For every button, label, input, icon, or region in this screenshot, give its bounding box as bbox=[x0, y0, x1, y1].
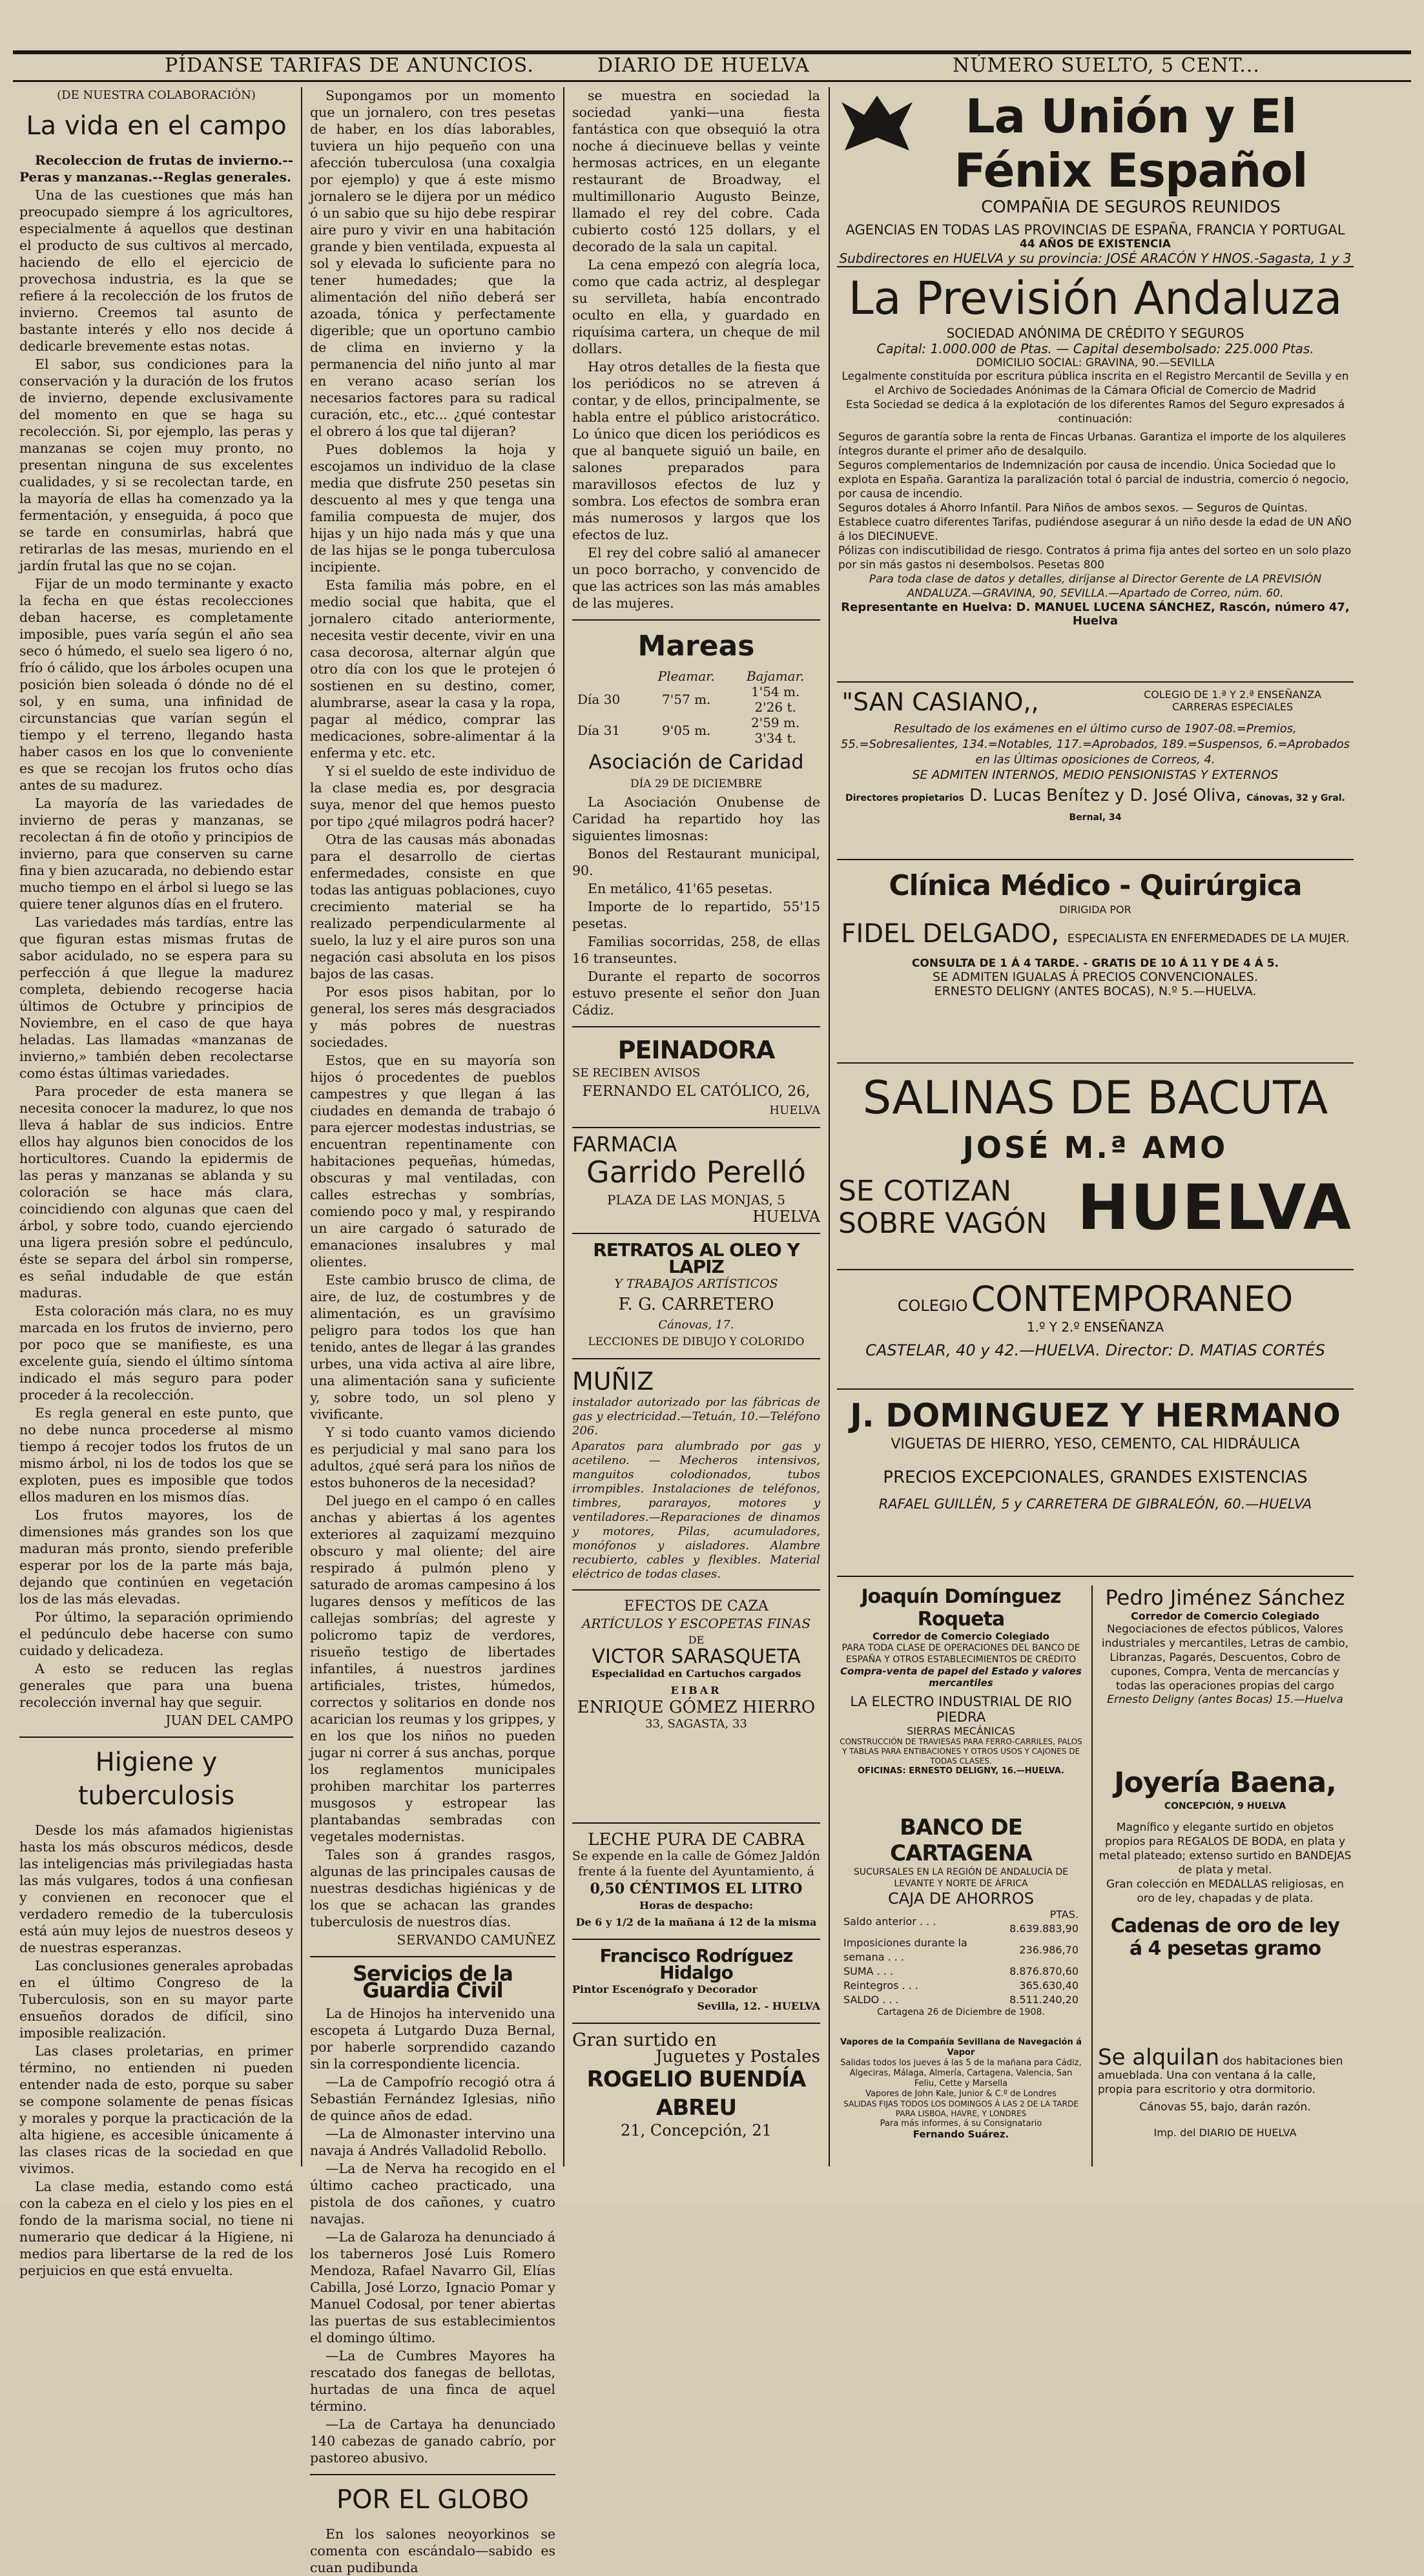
ad-line: á 4 pesetas gramo bbox=[1129, 1937, 1321, 1960]
ad-line: SE COTIZAN bbox=[838, 1175, 1012, 1208]
ad-line: SUCURSALES EN LA REGIÓN DE ANDALUCÍA DE LEVANTE Y NORTE DE ÁFRICA bbox=[853, 1867, 1069, 1889]
ad-prevision bbox=[838, 271, 1352, 628]
bank-cell: SALDO . . . bbox=[843, 1994, 899, 2006]
ad-line: Negociaciones de efectos públicos, Valores industriales y mercantiles, Letras de cambio, Libranzas, Pagarés, Descuentos, Cobro de cupones, Compra, Venta de mercancías y todas las operaciones propias del cargo bbox=[1101, 1623, 1349, 1693]
paragraph: Los frutos mayores, los de dimensiones más grandes son los que maduran más pronto, siendo preferible esperar por los de la parte más baja, dejando que continúen en vegetación los de las más elevadas. bbox=[19, 1507, 293, 1607]
ad-union-fenix bbox=[838, 89, 1352, 266]
ad-line: 33, SAGASTA, 33 bbox=[645, 1717, 747, 1731]
tides-day: Día 30 bbox=[577, 692, 621, 707]
ad-title: BANCO DE CARTAGENA bbox=[890, 1815, 1032, 1866]
bank-cell: 8.876.870,60 bbox=[1009, 1965, 1078, 1977]
tides-cell: 2'59 m. bbox=[750, 715, 800, 730]
paragraph: Otra de las causas más abonadas para el desarrollo de ciertas enfermedades, consiste en que todas las antiguas poblaciones, cuyo crecimiento material se ha realizado perpendicularmente al suelo, la luz y el aire puros son una negación casi absoluta en los pisos bajos de las casas. bbox=[310, 832, 555, 982]
ad-line: Ernesto Deligny (antes Bocas) 15.—Huelva bbox=[1107, 1693, 1343, 1706]
ad-line: JOSÉ M.ª AMO bbox=[962, 1130, 1228, 1165]
ad-line: FIDEL DELGADO, bbox=[841, 919, 1060, 949]
paragraph: En los salones neoyorkinos se comenta con escándalo—sabido es cuan pudibunda bbox=[310, 2526, 555, 2575]
bank-cell: 365.630,40 bbox=[1019, 1979, 1078, 1992]
ad-line: Especialidad en Cartuchos cargados bbox=[591, 1667, 801, 1680]
ad-line: Compra-venta de papel del Estado y valores mercantiles bbox=[840, 1665, 1082, 1689]
kicker: (DE NUESTRA COLABORACIÓN) bbox=[57, 88, 256, 102]
tides-cell: 3'34 t. bbox=[754, 730, 796, 746]
paragraph: Una de las cuestiones que más han preocupado siempre á los agricultores, especialmente á aquellos que destinan el producto de sus cultivos al mercado, haciendo de ello el ejercicio de provechosa industria, es la que se refiere á la recolección de los frutos de invierno. Creemos tal asunto de bastante interés y ello nos decide á dedicarle brevemente estas notas. bbox=[19, 187, 293, 354]
tides-cell: 9'05 m. bbox=[662, 723, 711, 738]
ad-title: Clínica Médico - Quirúrgica bbox=[889, 869, 1302, 902]
ad-line: Para toda clase de datos y detalles, diríjanse al Director Gerente de LA PREVISIÓN ANDALUZA.—GRAVINA, 90, SEVILLA.—Apartado de Correo, núm. 60. bbox=[869, 573, 1322, 600]
separator bbox=[572, 1233, 820, 1234]
ad-title: La Unión y El Fénix Español bbox=[954, 89, 1308, 198]
column-divider bbox=[1091, 1585, 1093, 2167]
ad-line: De 6 y 1/2 de la mañana á 12 de la misma bbox=[575, 1916, 817, 1928]
paragraph: Familias socorridas, 258, de ellas 16 transeuntes. bbox=[572, 934, 820, 966]
paragraph: Por esos pisos habitan, por lo general, los seres más desgraciados y más pobres de nuestras sociedades. bbox=[310, 984, 555, 1050]
paragraph: Pues doblemos la hoja y escojamos un individuo de la clase media que disfrute 250 pesetas sin descuento al mes y que tenga una familia compuesta de mujer, dos hijas y un hijo nada más y que una de las hijas se le ponga tuberculosa incipiente. bbox=[310, 442, 555, 575]
paragraph: se muestra en sociedad la sociedad yanki—una fiesta fantástica con que obsequió la otra noche á diecinueve bellas y veinte hermosas actrices, en un elegante restaurant de Broadway, el multimillonario Augusto Beinze, llamado el rey del cobre. Cada cubierto costó 125 dollars, y el decorado de la sala un capital. bbox=[572, 88, 820, 254]
signature: JUAN DEL CAMPO bbox=[165, 1713, 293, 1728]
ad-title: EFECTOS DE CAZA bbox=[624, 1598, 769, 1614]
paragraph: La Asociación Onubense de Caridad ha repartido hoy las siguientes limosnas: bbox=[572, 794, 820, 843]
section-title: POR EL GLOBO bbox=[336, 2485, 529, 2515]
imprint: Imp. del DIARIO DE HUELVA bbox=[1153, 2127, 1297, 2139]
tides-cell: 1'54 m. bbox=[750, 684, 800, 699]
ad-san-casiano bbox=[838, 688, 1352, 825]
ad-line: HUELVA bbox=[769, 1104, 820, 1117]
ad-peinadora bbox=[572, 1035, 820, 1119]
ad-farmacia bbox=[572, 1132, 820, 1226]
ad-title: Pedro Jiménez Sánchez bbox=[1105, 1585, 1345, 1610]
ad-line: 44 AÑOS DE EXISTENCIA bbox=[1020, 238, 1171, 251]
masthead bbox=[0, 40, 1424, 81]
ad-title: J. DOMINGUEZ Y HERMANO bbox=[850, 1397, 1341, 1434]
ad-line: ESPECIALISTA EN ENFERMEDADES DE LA MUJER. bbox=[1067, 932, 1350, 945]
ad-banco-cartagena bbox=[838, 1815, 1084, 2017]
ad-title: La Previsión Andaluza bbox=[848, 272, 1343, 325]
ad-line: PRECIOS EXCEPCIONALES, GRANDES EXISTENCIAS bbox=[883, 1468, 1308, 1487]
ad-line: DOMICILIO SOCIAL: GRAVINA, 90.—SEVILLA bbox=[976, 356, 1215, 369]
ad-line: CONCEPCIÓN, 9 HUELVA bbox=[1164, 1801, 1286, 1811]
column-3-bottom bbox=[572, 1815, 820, 2167]
bank-cell: 236.986,70 bbox=[1019, 1944, 1078, 1956]
separator bbox=[837, 681, 1354, 683]
ad-line: Cadenas de oro de ley bbox=[1110, 1915, 1340, 1937]
ad-dominguez bbox=[838, 1395, 1352, 1512]
bank-cell: 8.511.240,20 bbox=[1009, 1994, 1078, 2006]
ad-line: PARA TODA CLASE DE OPERACIONES DEL BANCO DE ESPAÑA Y OTROS ESTABLECIMIENTOS DE CRÉDITO bbox=[841, 1643, 1080, 1665]
ad-line: COMPAÑIA DE SEGUROS REUNIDOS bbox=[981, 198, 1281, 217]
column-divider bbox=[829, 87, 830, 2167]
bank-cell: Imposiciones durante la semana . . . bbox=[843, 1937, 967, 1963]
separator bbox=[572, 1822, 820, 1824]
masthead-center: DIARIO DE HUELVA bbox=[597, 54, 810, 77]
paragraph: Las clases proletarias, en primer término, no entienden ni pueden entender nada de esto, porque su saber se compone solamente de penas físicas y morales y porque la practicación de la alta higiene, es accesible únicamente á las clases ricas de la sociedad en que vivimos. bbox=[19, 2043, 293, 2176]
ad-line: Pintor Escenógrafo y Decorador bbox=[572, 1983, 758, 1995]
paragraph: Fijar de un modo terminante y exacto la fecha en que éstas recolecciones deban hacerse, es completamente imposible, pues varía según el año sea seco ó húmedo, el suelo sea ligero ó no, frío ó cálido, que los árboles ocupen una posición bien soleada ó dónde no dé el sol, y en suma, una infinidad de circunstancias que varían según el tiempo y el terreno, llegando hasta haber casos en los que lo conveniente es que se recojan los frutos ocho días antes de su madurez. bbox=[19, 576, 293, 793]
ad-contemporaneo bbox=[838, 1279, 1352, 1359]
paragraph: Del juego en el campo ó en calles anchas y abiertas á los agentes exteriores al zaquizamí mezquino obscuro y mal oliente; del aire respirado á pulmón pleno y saturado de aromas campesino á los lugares densos y mefíticos de las callejas sombrías; del agreste y policromo tapiz de verdores, risueño testigo de libertades infantiles, á nuestros jardines artificiales, tristes, húmedos, correctos y solitarios en donde nos acarician los reumas y los grippes, y en los que los niños no pueden jugar ni correr á sus anchas, porque los reglamentos municipales prohiben marchitar los parterres musgosos y estropear las plantabandas sembradas con vegetales modernistas. bbox=[310, 1493, 555, 1844]
masthead-rule bbox=[13, 80, 1411, 82]
paragraph: El sabor, sus condiciones para la conservación y la duración de los frutos de invierno, depende exclusivamente del momento en que se haga su recolección. Si, por ejemplo, las peras y manzanas se cojen muy pronto, no presentan ninguna de sus excelentes cualidades, y si se recolectan tarde, en la mayoría de ellas ha comenzado ya la fermentación, y enseguida, á poco que se tarde en consumirlas, habrá que retirarlas de las mesas, muriendo en el jardín frutal las que no se cojan. bbox=[19, 356, 293, 573]
ad-line: SE ADMITEN IGUALAS Á PRECIOS CONVENCIONALES. bbox=[933, 970, 1258, 984]
paragraph: La de Hinojos ha intervenido una escopeta á Lutgardo Duza Bernal, por haberle sorprendido cazando sin la correspondiente licencia. bbox=[310, 2006, 555, 2072]
ad-line: SE RECIBEN AVISOS bbox=[572, 1066, 701, 1080]
ad-line: Cánovas, 17. bbox=[658, 1318, 734, 1332]
separator bbox=[837, 859, 1354, 860]
tides-header: Bajamar. bbox=[746, 668, 805, 684]
paragraph: Este cambio brusco de clima, de aire, de luz, de costumbres y de alimentación, es un gravísimo peligro para todos los que han tenido, antes de llegar á las grandes urbes, una vida activa al aire libre, una alimentación sana y suficiente y, sobre todo, un sol pleno y vivificante. bbox=[310, 1272, 555, 1422]
top-rule bbox=[13, 50, 1411, 54]
ad-line: Gran surtido en bbox=[572, 2029, 717, 2050]
ad-line: Representante en Huelva: D. MANUEL LUCENA SÁNCHEZ, Rascón, número 47, Huelva bbox=[841, 601, 1350, 628]
ad-title: SALINAS DE BACUTA bbox=[862, 1071, 1328, 1124]
signature: SERVANDO CAMUÑEZ bbox=[397, 1932, 555, 1948]
paragraph: Y si el sueldo de este individuo de la clase media es, por desgracia suya, menor del que hemos puesto por tipo ¿qué milagros podrá hacer? bbox=[310, 763, 555, 829]
ad-line: Cartagena 26 de Diciembre de 1908. bbox=[877, 2007, 1045, 2017]
ad-title: LECHE PURA DE CABRA bbox=[588, 1830, 805, 1850]
ad-title: HUELVA bbox=[1077, 1171, 1352, 1244]
paragraph: —La de Campofrío recogió otra á Sebastián Fernández Iglesias, niño de quince años de edad. bbox=[310, 2074, 555, 2123]
ad-roqueta bbox=[838, 1585, 1084, 1776]
paragraph: Para proceder de esta manera se necesita conocer la madurez, lo que nos lleva á hablar de sus indicios. Entre ellos hay algunos bien conocidos de los horticultores. Cuando la epidermis de las peras y manzanas se ablanda y su coloración se hace más clara, coincidiendo con algunas que caen del árbol, y sobre todo, cuando ejerciendo una ligera presión sobre el pedúnculo, éste se separa del árbol sin romperse, es señal indudable de que están maduras. bbox=[19, 1084, 293, 1301]
separator bbox=[572, 619, 820, 621]
tides-title: Mareas bbox=[637, 630, 755, 663]
ad-line: Vapores de John Kale, Junior & C.º de Londres bbox=[865, 2089, 1057, 2099]
article-subtitle: Recoleccion de frutas de invierno.--Peras y manzanas.--Reglas generales. bbox=[19, 152, 293, 185]
separator bbox=[572, 1358, 820, 1359]
ad-line: OFICINAS: ERNESTO DELIGNY, 16.—HUELVA. bbox=[858, 1766, 1064, 1776]
ad-line: Magnífico y elegante surtido en objetos propios para REGALOS DE BODA, en plata y metal plateado; extenso surtido en BANDEJAS de plata y metal. bbox=[1099, 1821, 1352, 1877]
masthead-left: PÍDANSE TARIFAS DE ANUNCIOS. bbox=[165, 54, 534, 77]
ad-line: ERNESTO DELIGNY (ANTES BOCAS), N.º 5.—HUELVA. bbox=[934, 984, 1257, 998]
ad-line: CARRERAS ESPECIALES bbox=[1171, 701, 1294, 713]
ad-line: ARTÍCULOS Y ESCOPETAS FINAS bbox=[581, 1616, 811, 1631]
paragraph: —La de Galaroza ha denunciado á los taberneros José Luis Romero Mendoza, Rafael Navarro Gil, Elías Cabilla, José Lorzo, Ignacio Pomar y Manuel Codosal, por tener abiertas las puertas de sus establecimientos el domingo último. bbox=[310, 2229, 555, 2345]
tides-header: Pleamar. bbox=[657, 668, 715, 684]
bank-cell: Saldo anterior . . . bbox=[843, 1915, 936, 1928]
ad-line: Cánovas, 32 y Gral. Bernal, 34 bbox=[1069, 793, 1345, 823]
ad-title: ROGELIO BUENDÍA ABREU bbox=[586, 2066, 806, 2121]
paragraph: Tales son á grandes rasgos, algunas de las principales causas de nuestras desdichas higiénicas y de los que se achacan las grandes tuberculosis de nuestros días. bbox=[310, 1847, 555, 1930]
ad-line: SIERRAS MECÁNICAS bbox=[907, 1725, 1015, 1737]
eagle-icon bbox=[838, 89, 916, 160]
ad-title: Joyería Baena, bbox=[1114, 1766, 1336, 1799]
ad-line: ENRIQUE GÓMEZ HIERRO bbox=[577, 1698, 816, 1717]
ad-line: Seguros dotales á Ahorro Infantil. Para Niños de ambos sexos. — Seguros de Quintas. Establece cuatro diferentes Tarifas, pudiéndose asegurar á un niño desde la edad de UN AÑO á los DIECINUEVE. bbox=[838, 502, 1352, 543]
ad-vapores bbox=[838, 2037, 1084, 2140]
ad-line: Cánovas 55, bajo, darán razón. bbox=[1139, 2101, 1311, 2114]
ad-line: SE ADMITEN INTERNOS, MEDIO PENSIONISTAS Y EXTERNOS bbox=[912, 768, 1279, 782]
ad-line: Corredor de Comercio Colegiado bbox=[872, 1631, 1049, 1642]
ad-title: FARMACIA bbox=[572, 1132, 677, 1157]
ad-line: RAFAEL GUILLÉN, 5 y CARRETERA DE GIBRALEÓN, 60.—HUELVA bbox=[878, 1496, 1312, 1512]
column-divider bbox=[563, 87, 564, 2167]
masthead-right: NÚMERO SUELTO, 5 CENT... bbox=[953, 54, 1260, 77]
tides-table bbox=[572, 668, 820, 746]
ad-line: Se expende en la calle de Gómez Jaldón frente á la fuente del Ayuntamiento, á bbox=[572, 1849, 820, 1879]
paragraph: Por último, la separación oprimiendo el pedúnculo debe hacerse con sumo cuidado y delicadeza. bbox=[19, 1609, 293, 1658]
ad-line: D. Lucas Benítez y D. José Oliva, bbox=[969, 786, 1241, 805]
article-title: La vida en el campo bbox=[26, 111, 287, 141]
paragraph: A esto se reducen las reglas generales que para una buena recolección invernal hay que seguir. bbox=[19, 1661, 293, 1710]
bank-table bbox=[838, 1908, 1084, 2007]
paragraph: Durante el reparto de socorros estuvo presente el señor don Juan Cádiz. bbox=[572, 969, 820, 1018]
separator bbox=[837, 1062, 1354, 1064]
ad-line: Vapores de la Compañía Sevillana de Navegación á Vapor bbox=[840, 2037, 1082, 2057]
separator bbox=[572, 1589, 820, 1591]
ad-line: LA ELECTRO INDUSTRIAL DE RIO PIEDRA bbox=[850, 1694, 1072, 1725]
ad-line: Horas de despacho: bbox=[639, 1899, 753, 1911]
ad-title: "SAN CASIANO,, bbox=[841, 688, 1039, 716]
column-1 bbox=[19, 87, 293, 2278]
ad-line: CASTELAR, 40 y 42.—HUELVA. Director: D. MATIAS CORTÉS bbox=[865, 1341, 1325, 1359]
paragraph: El rey del cobre salió al amanecer un poco borracho, y convencido de que las actrices son las más amables de las mujeres. bbox=[572, 545, 820, 611]
bank-cell: PTAS. 8.639.883,90 bbox=[1009, 1908, 1078, 1935]
ad-line: Directores propietarios bbox=[845, 793, 964, 803]
ad-line: Seguros complementarios de Indemnización por causa de incendio. Única Sociedad que lo explota en España. Garantiza la paralización total ó parcial de industria, comercio ó negocio, por causa de incendio. bbox=[838, 459, 1349, 500]
paragraph: En metálico, 41'65 pesetas. bbox=[588, 881, 773, 896]
ad-line: Sevilla, 12. - HUELVA bbox=[697, 2000, 820, 2012]
ad-line: DE bbox=[688, 1634, 705, 1646]
ad-line: VICTOR SARASQUETA bbox=[592, 1645, 801, 1668]
ad-line: FERNANDO EL CATÓLICO, 26, bbox=[582, 1084, 810, 1100]
ad-line: 21, Concepción, 21 bbox=[621, 2121, 772, 2139]
ad-title: CONTEMPORANEO bbox=[971, 1279, 1294, 1319]
separator bbox=[572, 1127, 820, 1128]
ad-line: Aparatos para alumbrado por gas y acetileno. — Mecheros intensivos, manguitos colodionados, tubos irrompibles. Instalaciones de teléfonos, timbres, pararayos, motores y ventiladores.—Reparaciones de dinamos y motores, Pilas, acumuladores, monófonos y aisladores. Alambre recubierto, cables y flexibles. Material eléctrico de todas clases. bbox=[572, 1439, 820, 1581]
separator bbox=[837, 1576, 1354, 1577]
ad-retratos bbox=[572, 1239, 820, 1350]
ad-caza bbox=[572, 1598, 820, 1733]
paragraph: —La de Cartaya ha denunciado 140 cabezas de ganado cabrío, por pastoreo abusivo. bbox=[310, 2416, 555, 2466]
separator bbox=[19, 1736, 293, 1738]
ad-title: Se alquilan bbox=[1098, 2045, 1219, 2070]
paragraph: Importe de lo repartido, 55'15 pesetas. bbox=[572, 899, 820, 931]
paragraph: Bonos del Restaurant municipal, 90. bbox=[572, 846, 820, 878]
separator bbox=[572, 2023, 820, 2024]
tides-day: Día 31 bbox=[577, 723, 621, 738]
paragraph: —La de Almonaster intervino una navaja á Andrés Valladolid Rebollo. bbox=[310, 2126, 555, 2158]
section-title: Servicios de la Guardia Civil bbox=[353, 1961, 513, 2003]
ad-line: Esta Sociedad se dedica á la explotación de los diferentes Ramos del Seguro expresados á continuación: bbox=[845, 398, 1345, 426]
paragraph: La clase media, estando como está con la cabeza en el cielo y los pies en el fondo de la marisma social, no tiene ni numerario que dedicar á la Higiene, ni medios para libertarse de la red de los perjuicios en que está envuelta. bbox=[19, 2179, 293, 2278]
ad-line: EIBAR bbox=[670, 1684, 722, 1696]
ad-jimenez bbox=[1098, 1585, 1352, 1706]
paragraph: Hay otros detalles de la fiesta que los periódicos no se atreven á contar, y de ellos, principalmente, se habla entre el público aristocrático. Lo único que dicen los periódicos es que al banquete siguió un baile, en salones preparados para maravillosos efectos de luz y sombra. Los efectos de sombra eran más numerosos y largos que los efectos de luz. bbox=[572, 359, 820, 542]
ad-line: Corredor de Comercio Colegiado bbox=[1130, 1610, 1320, 1622]
paragraph: Las conclusiones generales aprobadas en el último Congreso de la Tuberculosis, son en su mayor parte ensueños dorados de difícil, sino imposible realización. bbox=[19, 1958, 293, 2041]
separator bbox=[837, 1269, 1354, 1270]
ad-line: Seguros de garantía sobre la renta de Fincas Urbanas. Garantiza el importe de los alquileres íntegros durante el primer año de desalquilo. bbox=[838, 431, 1347, 458]
ad-clinica bbox=[838, 869, 1352, 998]
bank-cell: SUMA . . . bbox=[843, 1965, 894, 1977]
ad-line: F. G. CARRETERO bbox=[618, 1295, 774, 1314]
ad-line: SALIDAS FIJAS TODOS LOS DOMINGOS Á LAS 2 DE LA TARDE PARA LISBOA, HAVRE, Y LONDRES bbox=[843, 2099, 1078, 2118]
ad-line: CAJA DE AHORROS bbox=[888, 1890, 1034, 1908]
ad-salinas bbox=[838, 1072, 1352, 1244]
paragraph: La mayoría de las variedades de invierno de peras y manzanas, se recolectan á fin de otoño y principios de invierno, para que conserven su carne fina y bien azucarada, no debiendo estar mucho tiempo en el árbol si luego se las quiere tener algunos días en el frutero. bbox=[19, 796, 293, 912]
tides-cell: 2'26 t. bbox=[754, 699, 796, 715]
ad-line: Gran colección en MEDALLAS religiosas, en oro de ley, chapadas y de plata. bbox=[1106, 1878, 1344, 1905]
paragraph: —La de Nerva ha recogido en el último cacheo practicado, una pistola de dos cañones, y cuatro navajas. bbox=[310, 2161, 555, 2227]
ad-line: Fernando Suárez. bbox=[913, 2128, 1009, 2140]
ad-title: MUÑIZ bbox=[572, 1367, 654, 1396]
ad-line: Pólizas con indiscutibilidad de riesgo. Contratos á prima fija antes del sorteo en un solo plazo por sin más gastos ni desembolsos. Pesetas 800 bbox=[838, 544, 1352, 572]
ad-line: Salidas todos los jueves á las 5 de la mañana para Cádiz, Algeciras, Málaga, Almería, Cartagena, Valencia, San Feliu, Cette y Marsella bbox=[840, 2058, 1082, 2088]
paragraph: Supongamos por un momento que un jornalero, con tres pesetas de haber, en los días laborables, tuviera un hijo pequeño con una afección tuberculosa (una coxalgia por ejemplo) y que á este mismo jornalero se le dijera por un médico ó un sabio que su hijo debe respirar aire puro y vivir en una habitación grande y bien ventilada, expuesta al sol y elevada lo suficiente para no tener humedades; que la alimentación del niño deberá ser azoada, tónica y perfectamente digerible; que un oportuno cambio de clima en invierno y la permanencia del niño junto al mar en verano acaso serían los necesarios factores para su radical curación, etc., etc... ¿qué contestar el obrero á los que tal dijeran? bbox=[310, 88, 555, 439]
ad-line: VIGUETAS DE HIERRO, YESO, CEMENTO, CAL HIDRÁULICA bbox=[891, 1436, 1300, 1452]
ad-title: Garrido Perelló bbox=[586, 1155, 806, 1190]
ad-line: instalador autorizado por las fábricas de gas y electricidad.—Tetuán, 10.—Teléfono 206. bbox=[572, 1396, 820, 1437]
paragraph: Las variedades más tardías, entre las que figuran estas mismas frutas de sabor acidulado, no se espera para su perfección á que llegue la madurez completa, debiendo recogerse hacia últimos de Octubre y principios de Noviembre, en el caso de que haya heladas. Las llamadas «manzanas de invierno,» también deben recolectarse como éstas últimas variedades. bbox=[19, 914, 293, 1081]
separator bbox=[310, 2474, 555, 2475]
separator bbox=[572, 1939, 820, 1940]
date-line: DÍA 29 DE DICIEMBRE bbox=[630, 778, 763, 790]
paragraph: Y si todo cuanto vamos diciendo es perjudicial y mal sano para los adultos, ¿qué será para los niños de estos buhoneros de la necesidad? bbox=[310, 1425, 555, 1490]
ad-line: HUELVA bbox=[752, 1208, 820, 1226]
paragraph: —La de Cumbres Mayores ha rescatado dos fanegas de bellotas, hurtadas de una finca de aquel término. bbox=[310, 2348, 555, 2414]
paragraph: Es regla general en este punto, que no debe nunca procederse al mismo tiempo á recojer todos los frutos de un mismo árbol, ni los de todos los que se exploten, pues es imposible que todos ellos maduren en los mismos días. bbox=[19, 1405, 293, 1505]
paragraph: Estos, que en su mayoría son hijos ó procedentes de pueblos campestres y que llegan á las ciudades en demanda de trabajo ó para ejercer modestas industrias, se encuentran repentinamente con habitaciones pequeñas, húmedas, obscuras y mal ventiladas, con calles estrechas y sombrías, comiendo poco y mal, y respirando un aire cargado ó saturado de emanaciones insalubres y mal olientes. bbox=[310, 1053, 555, 1270]
ad-line: AGENCIAS EN TODAS LAS PROVINCIAS DE ESPAÑA, FRANCIA Y PORTUGAL bbox=[845, 222, 1345, 238]
ad-line: COLEGIO DE 1.ª Y 2.ª ENSEÑANZA bbox=[1144, 688, 1321, 701]
ad-title: Francisco Rodríguez Hidalgo bbox=[599, 1945, 793, 1983]
paragraph: Desde los más afamados higienistas hasta los más obscuros médicos, desde las inteligencias más privilegiadas hasta las más vulgares, todos á una confiesan y convienen en reconocer que el verdadero remedio de la tuberculosis está aún muy lejos de nuestros deseos y de nuestras esperanzas. bbox=[19, 1822, 293, 1955]
ad-title: Joaquín Domínguez Roqueta bbox=[861, 1585, 1061, 1631]
ad-line: Juguetes y Postales bbox=[655, 2047, 820, 2066]
ad-line: CONSULTA DE 1 Á 4 TARDE. - GRATIS DE 10 Á 11 Y DE 4 Á 5. bbox=[911, 957, 1279, 970]
article-title: Higiene y tuberculosis bbox=[77, 1747, 235, 1811]
separator bbox=[310, 1956, 555, 1957]
ad-line: dos habitaciones bien amueblada. Una con ventana á la calle, propia para escritorio y otra dormitorio. bbox=[1098, 2055, 1343, 2096]
separator bbox=[837, 266, 1354, 267]
column-2 bbox=[310, 87, 555, 2575]
bank-cell: Reintegros . . . bbox=[843, 1979, 918, 1992]
section-title: Asociación de Caridad bbox=[588, 751, 804, 774]
ad-line: SOBRE VAGÓN bbox=[838, 1207, 1047, 1240]
ad-joyeria bbox=[1098, 1766, 1352, 1960]
tides-cell: 7'57 m. bbox=[662, 692, 711, 707]
ad-line: Subdirectores en HUELVA y su provincia: JOSÉ ARACÓN Y HNOS.-Sagasta, 1 y 3 bbox=[839, 251, 1352, 266]
ad-line: Y TRABAJOS ARTÍSTICOS bbox=[614, 1277, 778, 1291]
ad-line: Resultado de los exámenes en el último curso de 1907-08.=Premios, 55.=Sobresalientes, 134.=Notables, 117.=Aprobados, 189.=Suspensos, 6.=Aprobados en las Últimas oposiciones de Correos, 4. bbox=[840, 722, 1350, 767]
column-divider bbox=[301, 87, 302, 2167]
ad-muniz bbox=[572, 1367, 820, 1582]
separator bbox=[572, 1026, 820, 1027]
ad-line: CONSTRUCCIÓN DE TRAVIESAS PARA FERRO-CARRILES, PALOS Y TABLAS PARA ENTIBACIONES Y OTROS USOS Y CAJONES DE TODAS CLASES. bbox=[840, 1737, 1082, 1766]
ad-line: Para más informes, á su Consignatario bbox=[880, 2119, 1042, 2128]
paragraph: Esta familia más pobre, en el medio social que habita, que el jornalero citado anteriormente, necesita vestir decente, vivir en una casa decorosa, alternar algún que otro día con los que le protejen ó sostienen en su destino, comer, alumbrarse, asear la casa y la ropa, pagar al médico, comprar las medicaciones, sobre-alimentar á la enferma y etc. etc. bbox=[310, 577, 555, 761]
ad-line: SOCIEDAD ANÓNIMA DE CRÉDITO Y SEGUROS bbox=[946, 325, 1244, 341]
ad-line: DIRIGIDA POR bbox=[1059, 903, 1131, 916]
ad-line: 0,50 CÉNTIMOS EL LITRO bbox=[590, 1880, 803, 1897]
ad-title: RETRATOS AL OLEO Y LAPIZ bbox=[593, 1239, 800, 1277]
ad-line: Capital: 1.000.000 de Ptas. — Capital desembolsado: 225.000 Ptas. bbox=[876, 341, 1314, 356]
ad-line: LECCIONES DE DIBUJO Y COLORIDO bbox=[588, 1335, 805, 1348]
ad-title: PEINADORA bbox=[617, 1036, 775, 1064]
ad-alquilan bbox=[1098, 2045, 1352, 2139]
ad-line: 1.º Y 2.º ENSEÑANZA bbox=[1026, 1319, 1164, 1335]
ad-line: Legalmente constituída por escritura pública inscrita en el Registro Mercantil de Sevilla y en el Archivo de Sociedades Anónimas de la Cámara Oficial de Comercio de Madrid bbox=[841, 370, 1349, 397]
ad-line: PLAZA DE LAS MONJAS, 5 bbox=[607, 1192, 785, 1208]
separator bbox=[837, 1388, 1354, 1390]
paragraph: La cena empezó con alegría loca, como que cada actriz, al desplegar su servilleta, había encontrado oculto en ella, y guardado en riquísima cartera, un cheque de mil dollars. bbox=[572, 257, 820, 356]
ad-line: COLEGIO bbox=[897, 1297, 968, 1315]
paragraph: Esta coloración más clara, no es muy marcada en los frutos de invierno, pero por poco que se manifieste, es una excelente guía, siendo el último síntoma indicado el más seguro para poder proceder á la recolección. bbox=[19, 1303, 293, 1403]
